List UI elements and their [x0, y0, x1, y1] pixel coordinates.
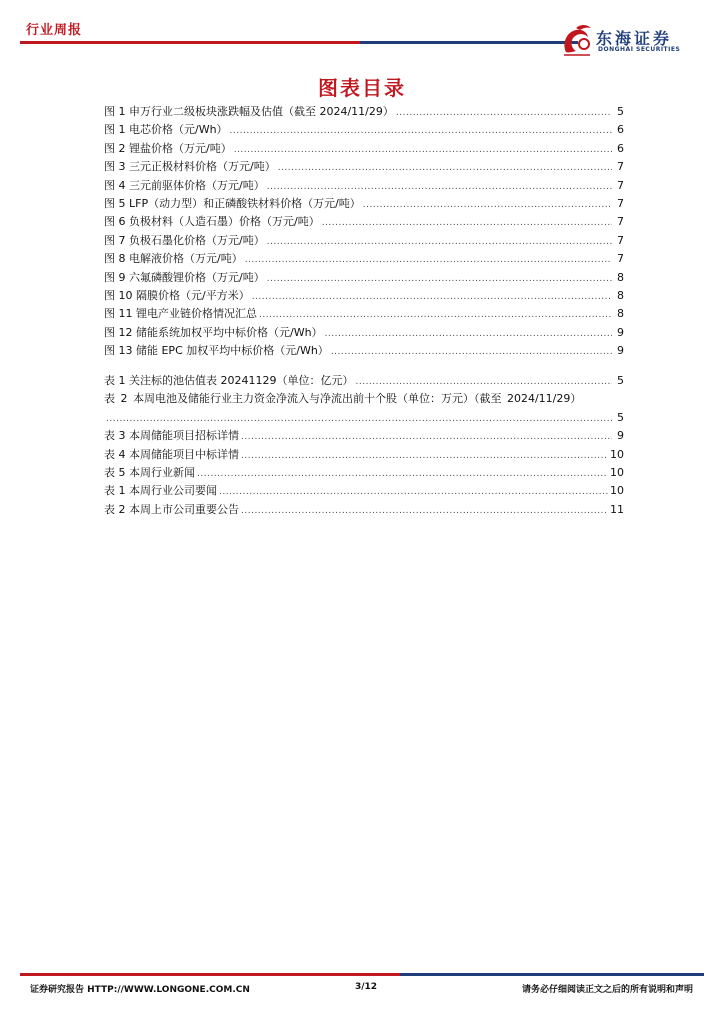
toc-page-number: 5 [617, 410, 624, 424]
toc-page-number: 8 [617, 307, 624, 321]
table-list [104, 372, 624, 519]
leader-dots [106, 410, 612, 428]
leader-dots [259, 306, 612, 324]
header-rule-red [20, 41, 360, 44]
toc-entry[interactable] [104, 121, 624, 139]
toc-entry[interactable] [104, 213, 624, 231]
toc-entry[interactable] [104, 372, 624, 390]
leader-dots [331, 343, 612, 361]
leader-dots [396, 104, 612, 122]
toc-entry-label: 图 1 电芯价格（元/Wh） [104, 123, 228, 137]
leader-dots [219, 483, 608, 501]
leader-dots [234, 141, 612, 159]
toc-entry[interactable] [104, 446, 624, 464]
leader-dots [252, 288, 612, 306]
toc-entry[interactable] [104, 287, 624, 305]
toc-entry-label: 图 2 锂盐价格（万元/吨） [104, 141, 232, 155]
toc-entry-label: 表 3 本周储能项目招标详情 [104, 429, 239, 443]
toc-page-number: 7 [617, 178, 624, 192]
leader-dots [267, 178, 612, 196]
toc-page-number: 7 [617, 233, 624, 247]
toc-page-number: 5 [617, 105, 624, 118]
toc-entry-label: 表 4 本周储能项目中标详情 [104, 447, 239, 461]
toc-page-number: 8 [617, 288, 624, 302]
toc-entry-label: 图 7 负极石墨化价格（万元/吨） [104, 233, 265, 247]
toc-page-number: 9 [617, 344, 624, 358]
toc-entry-label: 图 6 负极材料（人造石墨）价格（万元/吨） [104, 215, 320, 229]
toc-entry-label: 图 11 锂电产业链价格情况汇总 [104, 307, 257, 321]
toc-entry[interactable] [104, 324, 624, 342]
brand-name-cn: 东海证券 [596, 29, 673, 48]
footer-left: 证券研究报告 HTTP://WWW.LONGONE.COM.CN [30, 985, 250, 995]
leader-dots [322, 214, 612, 232]
toc-entry-label: 表 5 本周行业新闻 [104, 465, 195, 479]
toc-entry[interactable] [104, 482, 624, 500]
toc-entry[interactable] [104, 305, 624, 323]
leader-dots [278, 159, 612, 177]
toc-entry[interactable] [104, 501, 624, 519]
toc-entry[interactable] [104, 140, 624, 158]
toc-entry-label: 图 8 电解液价格（万元/吨） [104, 252, 243, 266]
toc-entry-label: 图 12 储能系统加权平均中标价格（元/Wh） [104, 325, 323, 339]
toc-page-number: 10 [610, 484, 624, 498]
toc-entry[interactable] [104, 103, 624, 121]
footer-rule-blue [400, 973, 704, 976]
leader-dots [241, 428, 612, 446]
toc-entry[interactable] [104, 464, 624, 482]
toc-entry[interactable] [104, 177, 624, 195]
toc-page-number: 7 [617, 215, 624, 229]
toc-page-number: 10 [610, 465, 624, 479]
leader-dots [197, 465, 608, 483]
toc-entry-label: 图 5 LFP（动力型）和正磷酸铁材料价格（万元/吨） [104, 196, 361, 210]
leader-dots [241, 502, 608, 520]
toc-page-number: 8 [617, 270, 624, 284]
leader-dots [267, 270, 612, 288]
toc-entry[interactable] [104, 232, 624, 250]
toc-entry-label: 图 1 申万行业二级板块涨跌幅及估值（截至 2024/11/29） [104, 105, 394, 118]
dragon-logo-icon [560, 22, 598, 58]
toc-entry[interactable] [104, 158, 624, 176]
leader-dots [245, 251, 612, 269]
leader-dots [363, 196, 612, 214]
toc-page-number: 9 [617, 325, 624, 339]
toc-entry-label: 表 1 本周行业公司要闻 [104, 484, 217, 498]
toc-page-number: 6 [617, 141, 624, 155]
header-tag: 行业周报 [26, 23, 83, 38]
toc-entry-label: 表 1 关注标的池估值表 20241129（单位：亿元） [104, 374, 354, 387]
toc-entry-label: 表 2 本周上市公司重要公告 [104, 502, 239, 516]
footer-rule-red [20, 973, 400, 976]
toc-entry-label[interactable]: 表 2 本周电池及储能行业主力资金净流入与净流出前十个股（单位：万元）（截至 2024/11/29） [104, 392, 582, 406]
header-rule-blue [360, 41, 578, 44]
toc-entry-label: 图 10 隔膜价格（元/平方米） [104, 288, 250, 302]
toc-entry-label: 图 13 储能 EPC 加权平均中标价格（元/Wh） [104, 344, 329, 358]
leader-dots [230, 122, 612, 140]
footer-page-number: 3/12 [355, 982, 378, 992]
toc-entry-label: 图 4 三元前驱体价格（万元/吨） [104, 178, 265, 192]
figure-list [104, 103, 624, 360]
toc-page-number: 9 [617, 429, 624, 443]
brand-logo [560, 22, 720, 58]
toc-page-number: 5 [617, 374, 624, 387]
toc-page-number: 6 [617, 123, 624, 137]
toc-page-number: 7 [617, 160, 624, 174]
brand-name-en: DONGHAI SECURITIES [598, 46, 681, 53]
toc-page-number: 10 [610, 447, 624, 461]
toc-entry[interactable] [104, 195, 624, 213]
leader-dots [325, 325, 612, 343]
toc-entry[interactable] [104, 427, 624, 445]
toc-entry-label: 图 9 六氟磷酸锂价格（万元/吨） [104, 270, 265, 284]
toc-entry[interactable] [104, 269, 624, 287]
toc-page-number: 7 [617, 252, 624, 266]
toc-page-number: 11 [610, 502, 624, 516]
toc-entry[interactable] [104, 409, 624, 427]
toc-entry[interactable] [104, 250, 624, 268]
leader-dots [241, 447, 608, 465]
page-title: 图表目录 [318, 76, 406, 100]
leader-dots [267, 233, 612, 251]
toc-entry[interactable] [104, 342, 624, 360]
toc-entry-label: 图 3 三元正极材料价格（万元/吨） [104, 160, 276, 174]
footer-disclaimer: 请务必仔细阅读正文之后的所有说明和声明 [522, 985, 694, 995]
leader-dots [355, 373, 612, 391]
toc-page-number: 7 [617, 196, 624, 210]
